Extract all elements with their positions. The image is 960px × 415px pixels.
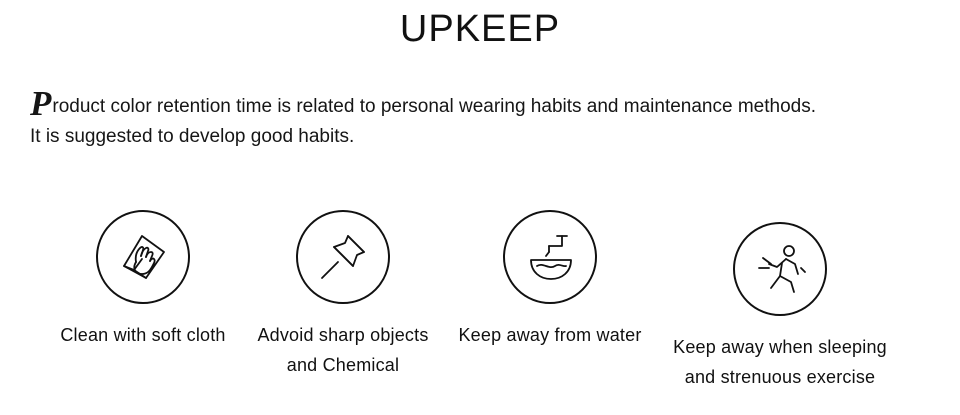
cloth-wipe-icon bbox=[112, 226, 174, 288]
icon-circle bbox=[733, 222, 827, 316]
intro-line-1: roduct color retention time is related to personal wearing habits and maintenance methods. bbox=[52, 96, 816, 117]
caption-line-1: Keep away when sleeping bbox=[673, 337, 887, 357]
intro-line-2: It is suggested to develop good habits. bbox=[30, 126, 355, 147]
care-item-caption bbox=[450, 320, 650, 350]
drop-cap-letter: P bbox=[30, 84, 52, 123]
care-item-caption bbox=[48, 320, 238, 350]
intro-paragraph bbox=[30, 84, 930, 152]
push-pin-icon bbox=[312, 226, 374, 288]
icon-circle bbox=[296, 210, 390, 304]
caption-line-2: and Chemical bbox=[286, 355, 400, 375]
water-basin-tap-icon bbox=[519, 226, 581, 288]
page-title: UPKEEP bbox=[399, 8, 561, 50]
care-item-keep-away-from-water bbox=[450, 210, 650, 350]
caption-line-1: Clean with soft cloth bbox=[60, 325, 226, 345]
care-item-clean-with-soft-cloth bbox=[48, 210, 238, 350]
care-item-keep-away-when-sleeping bbox=[665, 222, 895, 392]
care-item-caption bbox=[248, 320, 438, 380]
icon-circle bbox=[96, 210, 190, 304]
care-item-avoid-sharp-objects bbox=[248, 210, 438, 380]
icon-circle bbox=[503, 210, 597, 304]
caption-line-1: Advoid sharp objects bbox=[257, 325, 429, 345]
care-item-caption bbox=[665, 332, 895, 392]
caption-line-2: and strenuous exercise bbox=[684, 367, 876, 387]
caption-line-1: Keep away from water bbox=[458, 325, 642, 345]
running-person-icon bbox=[749, 238, 811, 300]
